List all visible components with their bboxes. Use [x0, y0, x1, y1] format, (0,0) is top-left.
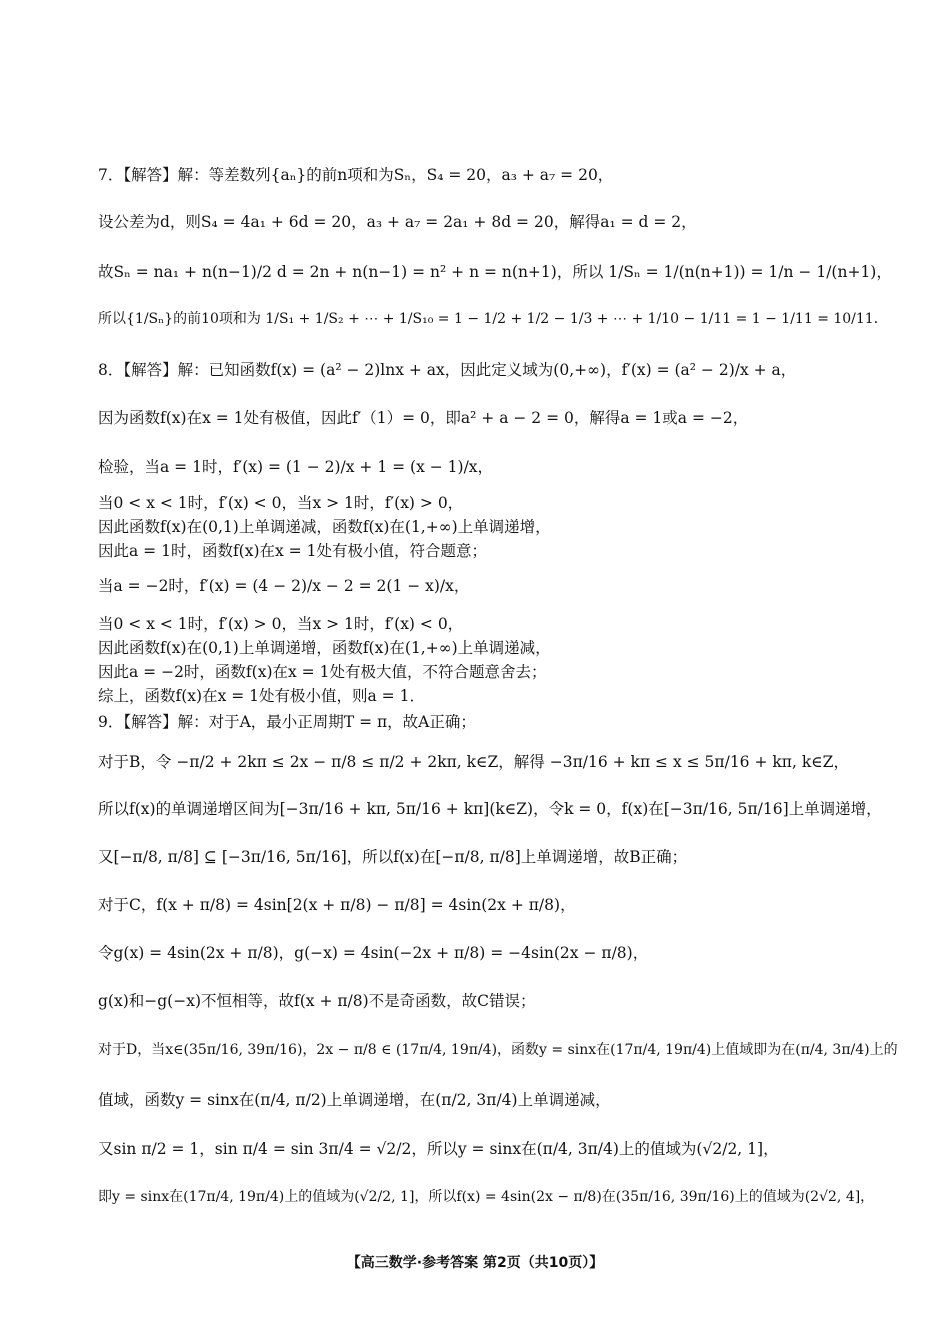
- solution-8-line-7: 当a = −2时，f′(x) = (4 − 2)/x − 2 = 2(1 − x)/x，: [98, 577, 470, 595]
- solution-8-line-2: 因为函数f(x)在x = 1处有极值，因此f′（1）= 0，即a² + a − 2 = 0，解得a = 1或a = −2，: [98, 409, 749, 427]
- solution-9-line-7: g(x)和−g(−x)不恒相等，故f(x + π/8)不是奇函数，故C错误；: [98, 992, 536, 1010]
- solution-8-header: 8．【解答】解：已知函数f(x) = (a² − 2)lnx + ax，因此定义域为(0,+∞)，f′(x) = (a² − 2)/x + a，: [98, 361, 797, 379]
- solution-9-line-8: 对于D，当x∈(35π/16, 39π/16)，2x − π/8 ∈ (17π/4, 19π/4)，函数y = sinx在(17π/4, 19π/4)上值域即为在(π/4, 3π/4)上的: [98, 1042, 898, 1058]
- solution-8-line-9: 因此函数f(x)在(0,1)上单调递增，函数f(x)在(1,+∞)上单调递减，: [98, 639, 551, 657]
- solution-9-line-4: 又[−π/8, π/8] ⊆ [−3π/16, 5π/16]，所以f(x)在[−π/8, π/8]上单调递增，故B正确；: [98, 848, 688, 866]
- solution-8-line-4: 当0 < x < 1时，f′(x) < 0，当x > 1时，f′(x) > 0，: [98, 494, 464, 512]
- solution-9-line-10: 又sin π/2 = 1，sin π/4 = sin 3π/4 = √2/2，所以y = sinx在(π/4, 3π/4)上的值域为(√2/2, 1]，: [98, 1140, 779, 1158]
- solution-8-line-8: 当0 < x < 1时，f′(x) > 0，当x > 1时，f′(x) < 0，: [98, 615, 464, 633]
- solution-9-header: 9．【解答】解：对于A，最小正周期T = π，故A正确；: [98, 713, 476, 731]
- solution-9-line-6: 令g(x) = 4sin(2x + π/8)，g(−x) = 4sin(−2x + π/8) = −4sin(2x − π/8)，: [98, 944, 649, 962]
- solution-9-line-11: 即y = sinx在(17π/4, 19π/4)上的值域为(√2/2, 1]，所以f(x) = 4sin(2x − π/8)在(35π/16, 39π/16)上的值域为(2√2, 4]，: [98, 1189, 875, 1205]
- solution-8-line-6: 因此a = 1时，函数f(x)在x = 1处有极小值，符合题意；: [98, 542, 487, 560]
- solution-7-line-3: 故Sₙ = na₁ + n(n−1)/2 d = 2n + n(n−1) = n² + n = n(n+1)，所以 1/Sₙ = 1/(n(n+1)) = 1/n − 1/(n+1)，: [98, 263, 892, 281]
- solution-8-line-10: 因此a = −2时，函数f(x)在x = 1处有极大值，不符合题意舍去；: [98, 663, 547, 681]
- solution-7-line-4: 所以{1/Sₙ}的前10项和为 1/S₁ + 1/S₂ + ⋯ + 1/S₁₀ = 1 − 1/2 + 1/2 − 1/3 + ⋯ + 1/10 − 1/11 = 1 − 1/11 = 10/11．: [98, 311, 888, 327]
- solution-9-line-3: 所以f(x)的单调递增区间为[−3π/16 + kπ, 5π/16 + kπ](k∈Z)，令k = 0，f(x)在[−3π/16, 5π/16]上单调递增，: [98, 800, 882, 818]
- solution-9-line-9: 值域，函数y = sinx在(π/4, π/2)上单调递增，在(π/2, 3π/4)上单调递减，: [98, 1091, 611, 1109]
- page-footer: 【高三数学·参考答案 第2页（共10页）】: [346, 1255, 604, 1271]
- solution-8-line-3: 检验，当a = 1时，f′(x) = (1 − 2)/x + 1 = (x − 1)/x，: [98, 458, 494, 476]
- solution-9-line-5: 对于C，f(x + π/8) = 4sin[2(x + π/8) − π/8] = 4sin(2x + π/8)，: [98, 896, 576, 914]
- solution-7-header: 7．【解答】解：等差数列{aₙ}的前n项和为Sₙ，S₄ = 20，a₃ + a₇ = 20，: [98, 166, 614, 184]
- solution-8-line-11: 综上，函数f(x)在x = 1处有极小值，则a = 1．: [98, 687, 425, 705]
- solution-9-line-2: 对于B，令 −π/2 + 2kπ ≤ 2x − π/8 ≤ π/2 + 2kπ, k∈Z，解得 −3π/16 + kπ ≤ x ≤ 5π/16 + kπ, k∈Z，: [98, 753, 849, 771]
- solution-7-line-2: 设公差为d，则S₄ = 4a₁ + 6d = 20，a₃ + a₇ = 2a₁ + 8d = 20，解得a₁ = d = 2，: [98, 213, 697, 231]
- solution-8-line-5: 因此函数f(x)在(0,1)上单调递减，函数f(x)在(1,+∞)上单调递增，: [98, 518, 551, 536]
